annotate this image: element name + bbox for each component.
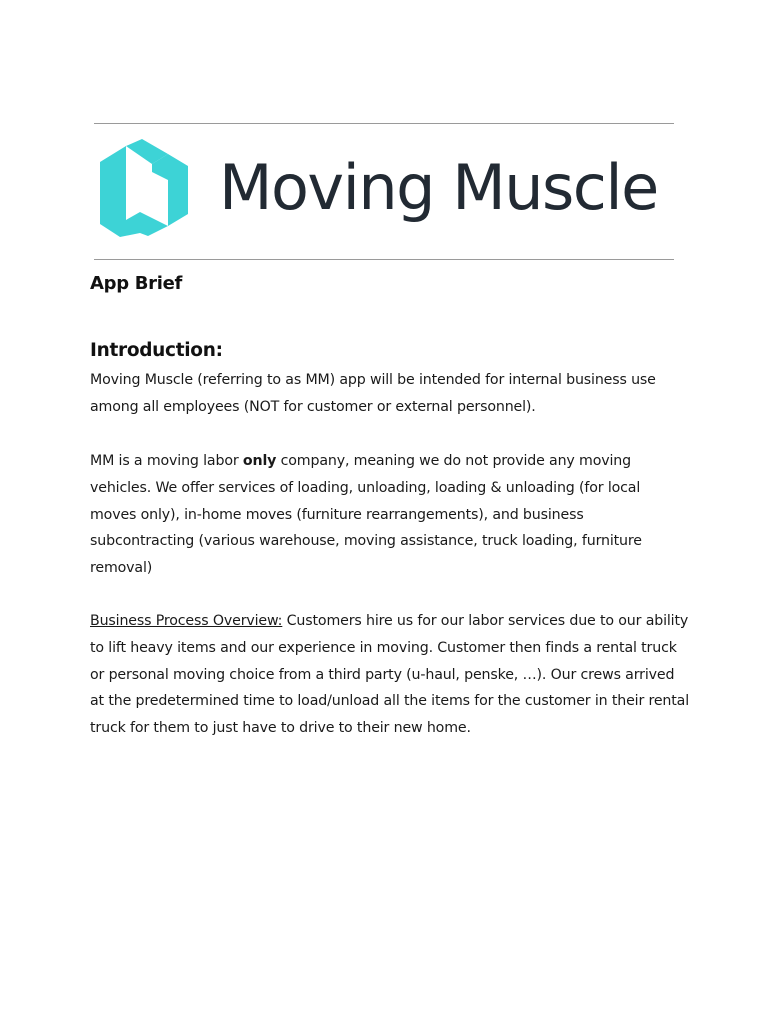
services-text-after: company, meaning we do not provide any moving vehicles. We offer services of loading, unloading, loading & unloading (for local moves only), in-home moves (furniture rearrangements), and business subcontracting (various warehouse, moving assistance, truck loading, furniture removal) [90, 453, 642, 577]
document-title: App Brief [90, 273, 183, 294]
process-overview-text: Customers hire us for our labor services due to our ability to lift heavy items and our experience in moving. Customer then finds a rental truck or personal moving choice from a third party (u-haul, penske, …). Our crews arrived at the predetermined time to load/unload all the items for the customer in their rental truck for them to just have to drive to their new home. [90, 613, 690, 737]
process-paragraph [90, 608, 690, 742]
services-text-before: MM is a moving labor [90, 453, 243, 469]
top-divider [94, 123, 674, 124]
process-overview-label: Business Process Overview: [90, 613, 283, 629]
brand-name: Moving Muscle [219, 151, 658, 224]
services-emphasis: only [242, 453, 277, 469]
introduction-heading: Introduction: [90, 340, 223, 361]
moving-muscle-hexagon-icon [96, 136, 192, 240]
services-paragraph [90, 448, 690, 582]
intro-paragraph: Moving Muscle (referring to as MM) app will be intended for internal business use among all employees (NOT for customer or external personnel). [90, 372, 656, 415]
bottom-divider [94, 259, 674, 260]
